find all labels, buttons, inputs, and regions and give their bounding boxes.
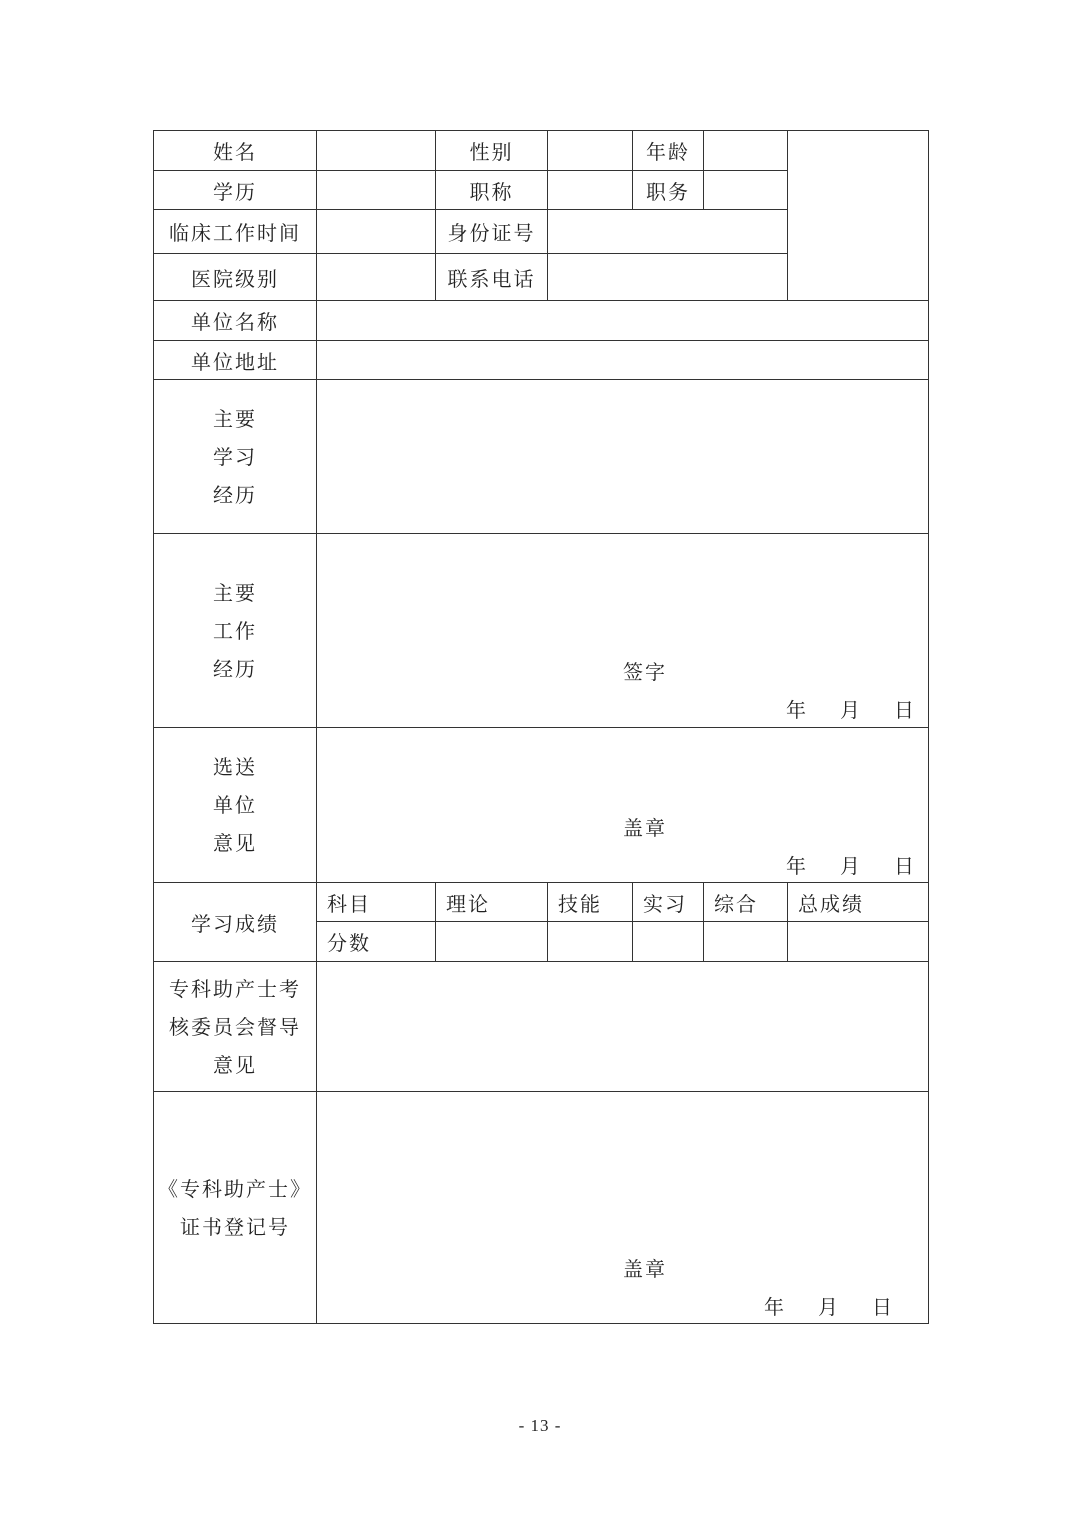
certificate-label: 《专科助产士》 证书登记号 bbox=[154, 1092, 317, 1324]
clinical-time-label: 临床工作时间 bbox=[154, 210, 317, 254]
phone-label: 联系电话 bbox=[436, 254, 548, 301]
registration-form-table bbox=[153, 130, 929, 1324]
committee-opinion-field[interactable] bbox=[317, 962, 929, 1092]
total-score-field[interactable] bbox=[788, 922, 929, 962]
position-label: 职务 bbox=[633, 171, 704, 210]
position-field[interactable] bbox=[704, 171, 788, 210]
unit-address-label: 单位地址 bbox=[154, 341, 317, 380]
total-score-header: 总成绩 bbox=[788, 883, 929, 922]
name-field[interactable] bbox=[317, 131, 436, 171]
id-label: 身份证号 bbox=[436, 210, 548, 254]
study-history-field[interactable] bbox=[317, 380, 929, 534]
study-history-label: 主要 学习 经历 bbox=[154, 380, 317, 534]
score-row-label: 分数 bbox=[317, 922, 436, 962]
internship-score-field[interactable] bbox=[633, 922, 704, 962]
gender-field[interactable] bbox=[548, 131, 633, 171]
title-field[interactable] bbox=[548, 171, 633, 210]
skill-header: 技能 bbox=[548, 883, 633, 922]
photo-box[interactable] bbox=[788, 131, 929, 301]
age-label: 年龄 bbox=[633, 131, 704, 171]
theory-header: 理论 bbox=[436, 883, 548, 922]
work-history-field[interactable] bbox=[317, 534, 929, 728]
certificate-field[interactable] bbox=[317, 1092, 929, 1324]
education-field[interactable] bbox=[317, 171, 436, 210]
skill-score-field[interactable] bbox=[548, 922, 633, 962]
date-line: 年 月 日 bbox=[764, 1295, 894, 1319]
hospital-level-field[interactable] bbox=[317, 254, 436, 301]
date-line: 年 月 日 bbox=[786, 698, 916, 722]
unit-address-field[interactable] bbox=[317, 341, 929, 380]
education-label: 学历 bbox=[154, 171, 317, 210]
unit-opinion-label: 选送 单位 意见 bbox=[154, 728, 317, 883]
clinical-time-field[interactable] bbox=[317, 210, 436, 254]
date-line: 年 月 日 bbox=[786, 854, 916, 878]
internship-header: 实习 bbox=[633, 883, 704, 922]
comprehensive-score-field[interactable] bbox=[704, 922, 788, 962]
subject-header: 科目 bbox=[317, 883, 436, 922]
comprehensive-header: 综合 bbox=[704, 883, 788, 922]
unit-opinion-field[interactable] bbox=[317, 728, 929, 883]
title-label: 职称 bbox=[436, 171, 548, 210]
page-number: - 13 - bbox=[518, 1416, 562, 1435]
work-history-label: 主要 工作 经历 bbox=[154, 534, 317, 728]
unit-name-label: 单位名称 bbox=[154, 301, 317, 341]
signature-label: 签字 bbox=[623, 660, 667, 684]
name-label: 姓名 bbox=[154, 131, 317, 171]
gender-label: 性别 bbox=[436, 131, 548, 171]
committee-opinion-label: 专科助产士考 核委员会督导 意见 bbox=[154, 962, 317, 1092]
phone-field[interactable] bbox=[548, 254, 788, 301]
theory-score-field[interactable] bbox=[436, 922, 548, 962]
age-field[interactable] bbox=[704, 131, 788, 171]
id-field[interactable] bbox=[548, 210, 788, 254]
scores-label: 学习成绩 bbox=[154, 883, 317, 962]
seal-label: 盖章 bbox=[623, 1257, 667, 1281]
hospital-level-label: 医院级别 bbox=[154, 254, 317, 301]
unit-name-field[interactable] bbox=[317, 301, 929, 341]
seal-label: 盖章 bbox=[623, 816, 667, 840]
